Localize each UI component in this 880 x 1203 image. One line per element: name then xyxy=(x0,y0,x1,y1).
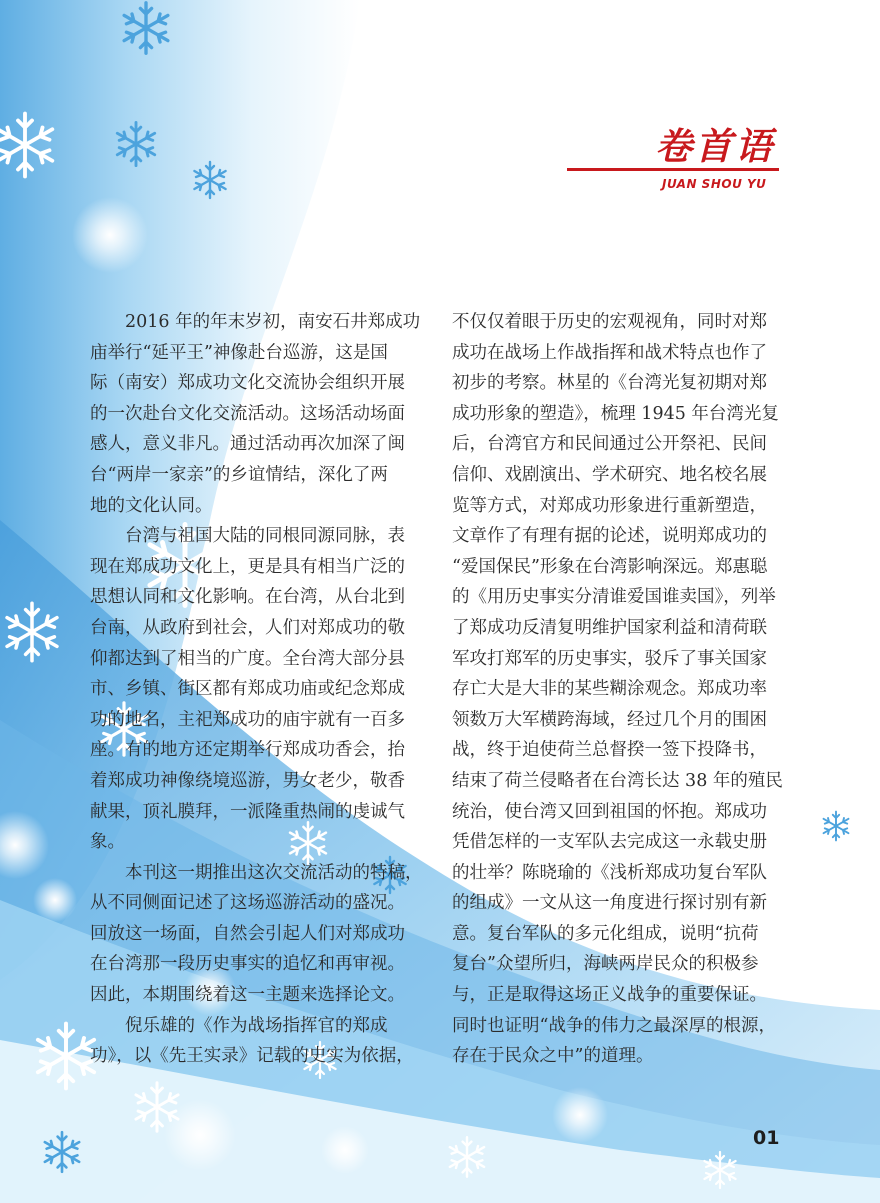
text-line: 的一次赴台文化交流活动。这场活动场面 xyxy=(90,403,405,424)
text-line: 因此，本期围绕着这一主题来选择论文。 xyxy=(90,985,405,1006)
title-underline xyxy=(567,168,779,171)
text-line: 的组成》一文从这一角度进行探讨别有新 xyxy=(452,893,767,914)
text-line: 本刊这一期推出这次交流活动的特稿， xyxy=(90,862,423,883)
text-line: 信仰、戏剧演出、学术研究、地名校名展 xyxy=(452,464,767,485)
text-line: 览等方式，对郑成功形象进行重新塑造， xyxy=(452,495,767,516)
section-subtitle: JUAN SHOU YU xyxy=(662,177,767,191)
text-line: 的壮举？陈晓瑜的《浅析郑成功复台军队 xyxy=(452,862,767,883)
text-line: 2016 年的年末岁初，南安石井郑成功 xyxy=(90,312,421,332)
text-line: 在台湾那一段历史事实的追忆和再审视。 xyxy=(90,954,405,975)
text-line: 台“两岸一家亲”的乡谊情结，深化了两 xyxy=(90,464,388,485)
text-line: 献果，顶礼膜拜，一派隆重热闹的虔诚气 xyxy=(90,801,405,822)
text-line: 台湾与祖国大陆的同根同源同脉，表 xyxy=(90,526,405,547)
text-line: 现在郑成功文化上，更是具有相当广泛的 xyxy=(90,556,405,577)
text-line: 凭借怎样的一支军队去完成这一永载史册 xyxy=(452,832,767,853)
text-line: 军攻打郑军的历史事实，驳斥了事关国家 xyxy=(452,648,767,669)
text-line: 战，终于迫使荷兰总督揆一签下投降书， xyxy=(452,740,767,761)
article-column-left xyxy=(90,307,423,1072)
text-line: 从不同侧面记述了这场巡游活动的盛况。 xyxy=(90,893,405,914)
text-line: 回放这一场面，自然会引起人们对郑成功 xyxy=(90,923,405,944)
text-line: 同时也证明“战争的伟力之最深厚的根源， xyxy=(452,1015,776,1036)
text-line: 复台”众望所归，海峡两岸民众的积极参 xyxy=(452,954,759,975)
section-title: 卷首语 xyxy=(655,125,775,168)
text-line: 存亡大是大非的某些糊涂观念。郑成功率 xyxy=(452,679,767,700)
text-line: 不仅仅着眼于历史的宏观视角，同时对郑 xyxy=(452,312,767,332)
text-line: 成功形象的塑造》，梳理 1945 年台湾光复 xyxy=(452,403,779,424)
text-line: 结束了荷兰侵略者在台湾长达 38 年的殖民 xyxy=(452,770,783,791)
text-line: 成功在战场上作战指挥和战术特点也作了 xyxy=(452,342,767,363)
text-line: 后，台湾官方和民间通过公开祭祀、民间 xyxy=(452,434,767,455)
text-line: 与，正是取得这场正义战争的重要保证。 xyxy=(452,985,767,1006)
text-line: 仰都达到了相当的广度。全台湾大部分县 xyxy=(90,648,405,669)
text-line: 庙举行“延平王”神像赴台巡游，这是国 xyxy=(90,342,388,363)
text-line: 倪乐雄的《作为战场指挥官的郑成 xyxy=(90,1015,388,1036)
text-line: 地的文化认同。 xyxy=(90,495,213,516)
page-number: 01 xyxy=(753,1127,780,1149)
text-line: 功》，以《先王实录》记载的史实为依据， xyxy=(90,1046,414,1067)
text-line: 意。复台军队的多元化组成，说明“抗荷 xyxy=(452,923,759,944)
text-line: 文章作了有理有据的论述，说明郑成功的 xyxy=(452,526,767,547)
text-line: 市、乡镇、街区都有郑成功庙或纪念郑成 xyxy=(90,679,405,700)
article-column-right xyxy=(452,307,783,1072)
text-line: 存在于民众之中”的道理。 xyxy=(452,1046,654,1067)
text-line: 象。 xyxy=(90,832,125,853)
text-line: 领数万大军横跨海域，经过几个月的围困 xyxy=(452,709,767,730)
text-line: 座。有的地方还定期举行郑成功香会，抬 xyxy=(90,740,405,761)
text-line: 着郑成功神像绕境巡游，男女老少，敬香 xyxy=(90,770,405,791)
text-line: 感人，意义非凡。通过活动再次加深了闽 xyxy=(90,434,405,455)
text-line: 统治，使台湾又回到祖国的怀抱。郑成功 xyxy=(452,801,767,822)
text-line: “爱国保民”形象在台湾影响深远。郑惠聪 xyxy=(452,556,768,577)
text-line: 台南，从政府到社会，人们对郑成功的敬 xyxy=(90,617,405,638)
text-line: 了郑成功反清复明维护国家利益和清荷联 xyxy=(452,617,767,638)
text-line: 功的地名，主祀郑成功的庙宇就有一百多 xyxy=(90,709,405,730)
text-line: 际（南安）郑成功文化交流协会组织开展 xyxy=(90,373,405,394)
text-line: 思想认同和文化影响。在台湾，从台北到 xyxy=(90,587,405,608)
text-line: 的《用历史事实分清谁爱国谁卖国》，列举 xyxy=(452,587,776,608)
text-line: 初步的考察。林星的《台湾光复初期对郑 xyxy=(452,373,767,394)
